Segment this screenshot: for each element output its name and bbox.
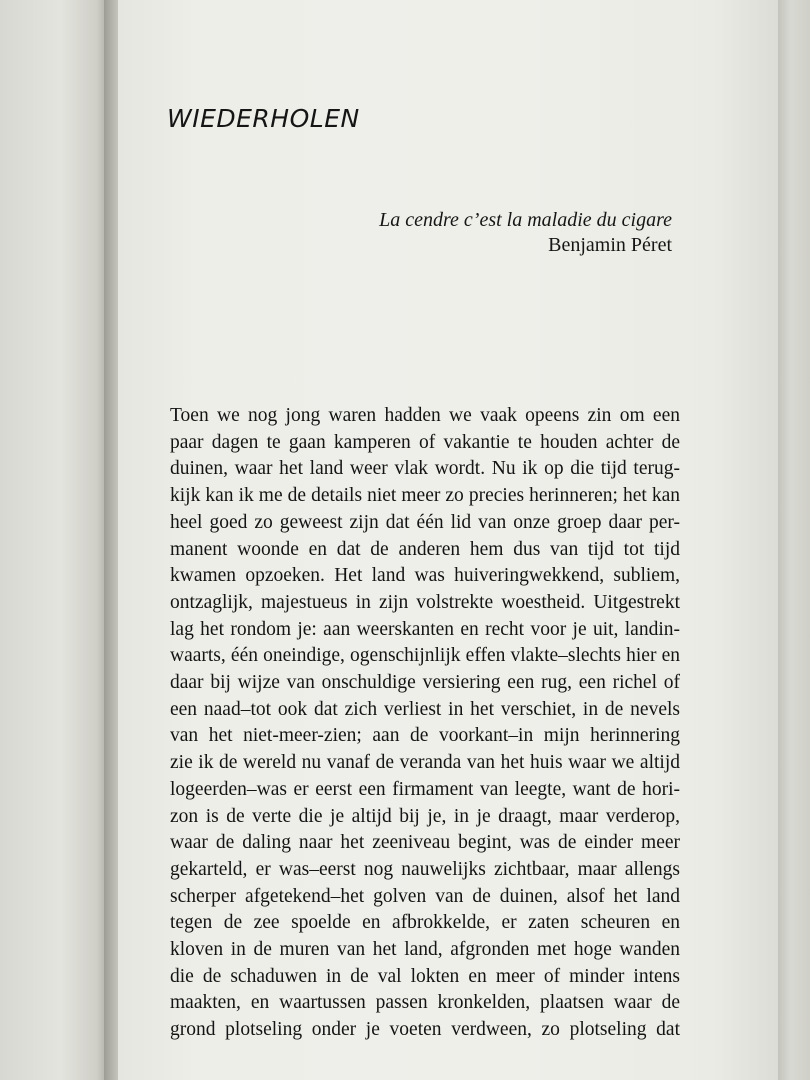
page-edge-right <box>778 0 810 1080</box>
text-line: kloven in de muren van het land, afgronden met hoge wanden <box>170 939 680 961</box>
text-line: ontzaglijk, majestueus in zijn volstrekte woestheid. Uitgestrekt <box>170 591 680 613</box>
text-line: tegen de zee spoelde en afbrokkelde, er zaten scheuren en <box>170 912 680 934</box>
text-line: van het niet-meer-zien; aan de voorkant–in mijn herinnering <box>170 725 680 747</box>
text-line: zie ik de wereld nu vanaf de veranda van het huis waar we altijd <box>170 752 680 774</box>
text-line: een naad–tot ook dat zich verliest in het verschiet, in de nevels <box>170 698 680 720</box>
text-line: waar de daling naar het zeeniveau begint, was de einder meer <box>170 832 680 854</box>
text-line: logeerden–was er eerst een firmament van leegte, want de hori- <box>170 778 680 800</box>
epigraph <box>300 208 672 258</box>
text-line: paar dagen te gaan kamperen of vakantie te houden achter de <box>170 431 680 453</box>
epigraph-author: Benjamin Péret <box>548 234 672 256</box>
text-line: maakten, en waartussen passen kronkelden, plaatsen waar de <box>170 992 680 1014</box>
text-line: waarts, één oneindige, ogenschijnlijk effen vlakte–slechts hier en <box>170 645 680 667</box>
body-text <box>170 403 680 1044</box>
epigraph-quote: La cendre c’est la maladie du cigare <box>379 209 672 231</box>
text-line: gekarteld, er was–eerst nog nauwelijks zichtbaar, maar allengs <box>170 858 680 880</box>
text-line: Toen we nog jong waren hadden we vaak opeens zin om een <box>170 405 680 426</box>
text-line: grond plotseling onder je voeten verdween, zo plotseling dat <box>170 1019 680 1041</box>
text-line: zon is de verte die je altijd bij je, in je draagt, maar verderop, <box>170 805 680 827</box>
text-line: kijk kan ik me de details niet meer zo precies herinneren; het kan <box>170 485 680 507</box>
chapter-title: WIEDERHOLEN <box>167 104 360 133</box>
text-line: scherper afgetekend–het golven van de duinen, alsof het land <box>170 885 680 907</box>
text-line: duinen, waar het land weer vlak wordt. Nu ik op die tijd terug- <box>170 458 680 480</box>
text-line: lag het rondom je: aan weerskanten en recht voor je uit, landin- <box>170 618 680 640</box>
facing-page-edge <box>0 0 110 1080</box>
text-line: daar bij wijze van onschuldige versiering een rug, een richel of <box>170 672 680 694</box>
text-line: manent woonde en dat de anderen hem dus van tijd tot tijd <box>170 538 680 560</box>
text-line: heel goed zo geweest zijn dat één lid van onze groep daar per- <box>170 511 680 533</box>
text-line: kwamen opzoeken. Het land was huiveringwekkend, subliem, <box>170 565 680 587</box>
text-line: die de schaduwen in de val lokten en meer of minder intens <box>170 965 680 987</box>
